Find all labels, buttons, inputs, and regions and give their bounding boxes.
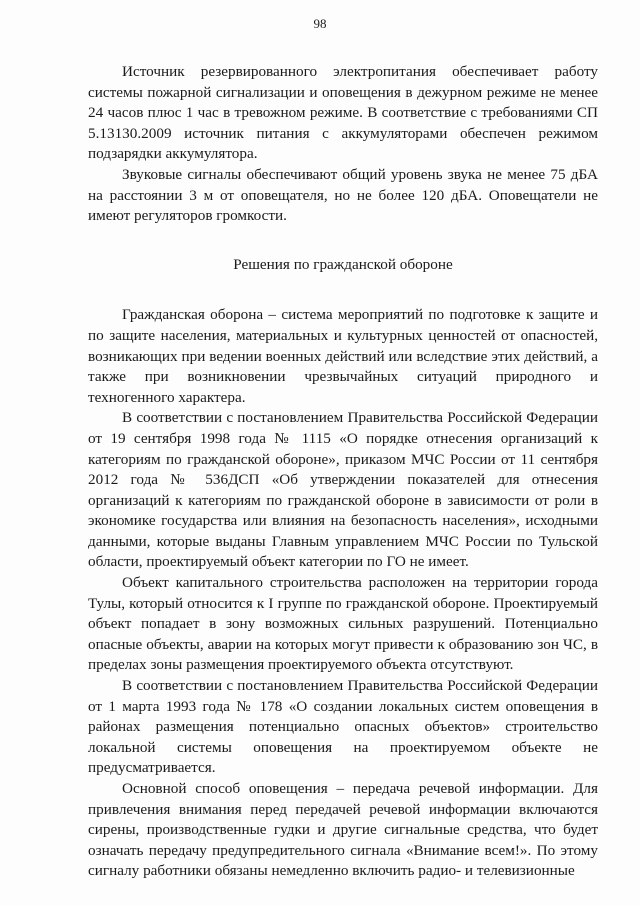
paragraph-power-source: Источник резервированного электропитания обеспечивает работу системы пожарной сигнализации и оповещения в дежурном режиме не менее 24 часов плюс 1 час в тревожном режиме. В соответствие с требованиями СП 5.13130.2009 источник питания с аккумуляторами обеспечен режимом подзарядки аккумулятора. xyxy=(88,63,598,163)
document-body xyxy=(88,62,598,882)
paragraph-notification-method: Основной способ оповещения – передача речевой информации. Для привлечения внимания перед передачей речевой информации включаются сирены, производственные гудки и другие сигнальные средства, что будет означать передачу предупредительного сигнала «Внимание всем!». По этому сигналу работники обязаны немедленно включить радио- и телевизионные xyxy=(88,780,598,880)
paragraph-government-decree-1115: В соответствии с постановлением Правительства Российской Федерации от 19 сентября 1998 года № 1115 «О порядке отнесения организаций к категориям по гражданской обороне», приказом МЧС России от 11 сентября 2012 года № 536ДСП «Об утверждении показателей для отнесения организаций к категориям по гражданской обороне в зависимости от роли в экономике государства или влияния на безопасность населения», исходными данными, которые выданы Главным управлением МЧС России по Тульской области, проектируемый объект категории по ГО не имеет. xyxy=(88,409,598,571)
page-number: 98 xyxy=(313,16,327,31)
paragraph-government-decree-178: В соответствии с постановлением Правительства Российской Федерации от 1 марта 1993 года № 178 «О создании локальных систем оповещения в районах размещения потенциально опасных объектов» строительство локальной системы оповещения на проектируемом объекте не предусматривается. xyxy=(88,677,598,777)
paragraph-sound-signals: Звуковые сигналы обеспечивают общий уровень звука не менее 75 дБА на расстоянии 3 м от оповещателя, но не более 120 дБА. Оповещатели не имеют регуляторов громкости. xyxy=(88,165,598,225)
paragraph-object-location: Объект капитального строительства расположен на территории города Тулы, который относится к I группе по гражданской обороне. Проектируемый объект попадает в зону возможных сильных разрушений. Потенциально опасные объекты, аварии на которых могут привести к образованию зон ЧС, в пределах зоны размещения проектируемого объекта отсутствуют. xyxy=(88,574,598,674)
paragraph-civil-defense-definition: Гражданская оборона – система мероприятий по подготовке к защите и по защите населения, материальных и культурных ценностей от опасностей, возникающих при ведении военных действий или вследствие этих действий, а также при возникновении чрезвычайных ситуаций природного и техногенного характера. xyxy=(88,306,598,406)
section-heading: Решения по гражданской обороне xyxy=(233,255,453,273)
